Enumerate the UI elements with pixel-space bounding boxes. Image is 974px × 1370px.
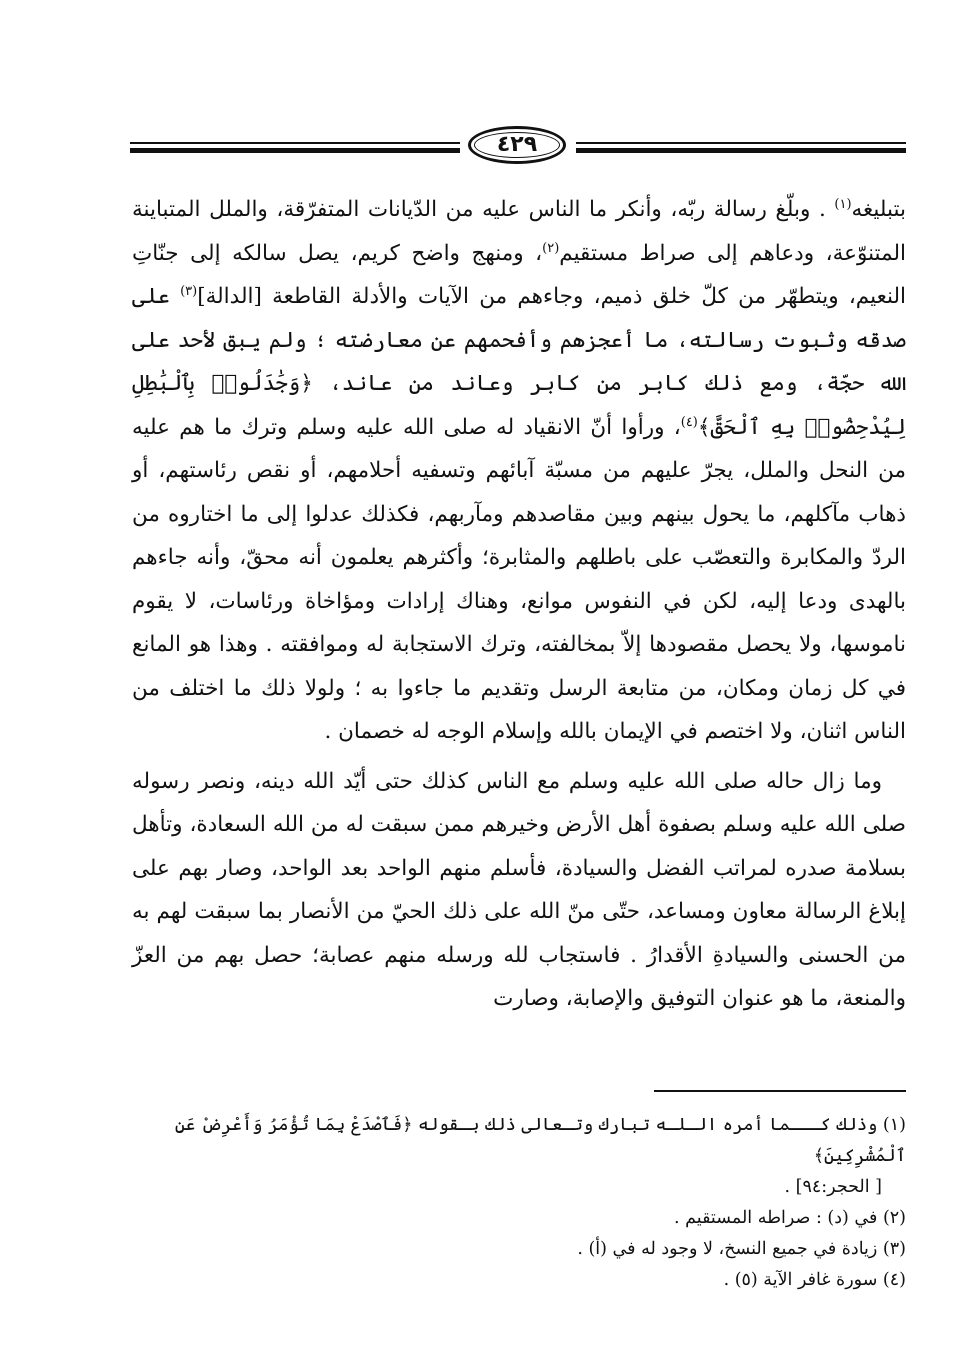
paragraph-1-part-5: ، ورأوا أنّ الانقياد له صلى الله عليه وسلم وترك ما هم عليه من النحل والملل، يجرّ عليهم من مسبّة آبائهم وتسفيه أحلامهم، أو نقص رئاستهم، أو ذهاب مآكلهم، ما يحول بينهم وبين مقاصدهم ومآربهم، فكذلك عدلوا إلى ما اختاروه من الردّ والمكابرة والتعصّب على باطلهم والمثابرة؛ وأكثرهم يعلمون أنه محقّ، وأنه جاءهم بالهدى ودعا إليه، لكن في النفوس موانع، وهناك إرادات ومؤاخاة ورئاسات، لا يقوم ناموسها، ولا يحصل مقصودها إلاّ بمخالفته، وترك الاستجابة له وموافقته . وهذا هو المانع في كل زمان ومكان، من متابعة الرسل وتقديم ما جاءوا به ؛ ولولا ذلك ما اختلف من الناس اثنان، ولا اختصم في الإيمان بالله وإسلام الوجه له خصمان . — [132, 414, 906, 744]
main-text — [132, 188, 906, 1021]
footnote-ref-3: (٣) — [180, 283, 198, 299]
footnote-ref-2: (٢) — [542, 240, 560, 256]
footnote-2: (٢) في (د) : صراطه المستقيم . — [674, 1208, 906, 1228]
page-header — [130, 124, 906, 168]
footnote-1: (١) وذلك كـــما أمره الـلـه تبارك وتـعالى ذلك بـقوله ﴿فَٱصْدَعْ بِمَا تُؤْمَرُ وَأَعْرِضْ عَنِ ٱلْمُشْرِكِينَ﴾ — [174, 1115, 906, 1166]
footnotes — [132, 1110, 906, 1296]
paragraph-1-part-1: بتبليغه — [851, 197, 906, 222]
page-number-frame — [468, 126, 566, 164]
paragraph-1 — [132, 188, 906, 754]
footnote-3: (٣) زيادة في جميع النسخ، لا وجود له في (أ) . — [577, 1239, 906, 1259]
header-rule-left — [130, 142, 460, 154]
paragraph-1-part-3: ، ومنهج واضح كريم، يصل سالكه إلى جنّاتِ النعيم، ويتطهّر من كلّ خلق ذميم، وجاءهم من الآيات والأدلة القاطعة [الدالة] — [132, 240, 906, 309]
footnote-ref-4: (٤) — [680, 414, 698, 430]
page-number: ٤٢٩ — [496, 132, 538, 157]
footnote-1-continuation: [ الحجر:٩٤] . — [784, 1177, 882, 1197]
footnote-4: (٤) سورة غافر الآية (٥) . — [723, 1270, 906, 1290]
footnote-ref-1: (١) — [834, 196, 852, 212]
header-rule-right — [576, 142, 906, 154]
paragraph-1-part-2: . وبلّغ رسالة ربّه، وأنكر ما الناس عليه من الدّيانات المتفرّقة، والملل المتباينة المتنوّعة، ودعاهم إلى صراط مستقيم — [132, 197, 906, 266]
footnote-separator — [654, 1090, 906, 1092]
paragraph-2: وما زال حاله صلى الله عليه وسلم مع الناس كذلك حتى أيّد الله دينه، ونصر رسوله صلى الله عليه وسلم بصفوة أهل الأرض وخيرهم ممن سبقت له من الله السعادة، وتأهل بسلامة صدره لمراتب الفضل والسيادة، فأسلم منهم الواحد بعد الواحد، وصار بهم على إبلاغ الرسالة معاون ومساعد، حتّى منّ الله على ذلك الحيّ من الأنصار بما سبقت لهم به من الحسنى والسيادةِ الأقدارُ . فاستجاب لله ورسله منهم عصابة؛ حصل بهم من العزّ والمنعة، ما هو عنوان التوفيق والإصابة، وصارت — [132, 768, 906, 1011]
paragraph-1-part-4: على صدقه وثبوت رسالته، ما أعجزهم وأفحمهم عن معارضته ؛ ولم يبق لأحد على الله حجّة، ومع ذلك كابر من كابر وعاند من عاند، ﴿وَجَٰدَلُوا۟ بِٱلْبَٰطِلِ لِيُدْحِضُوا۟ بِهِ ٱلْحَقَّ﴾ — [132, 284, 906, 440]
